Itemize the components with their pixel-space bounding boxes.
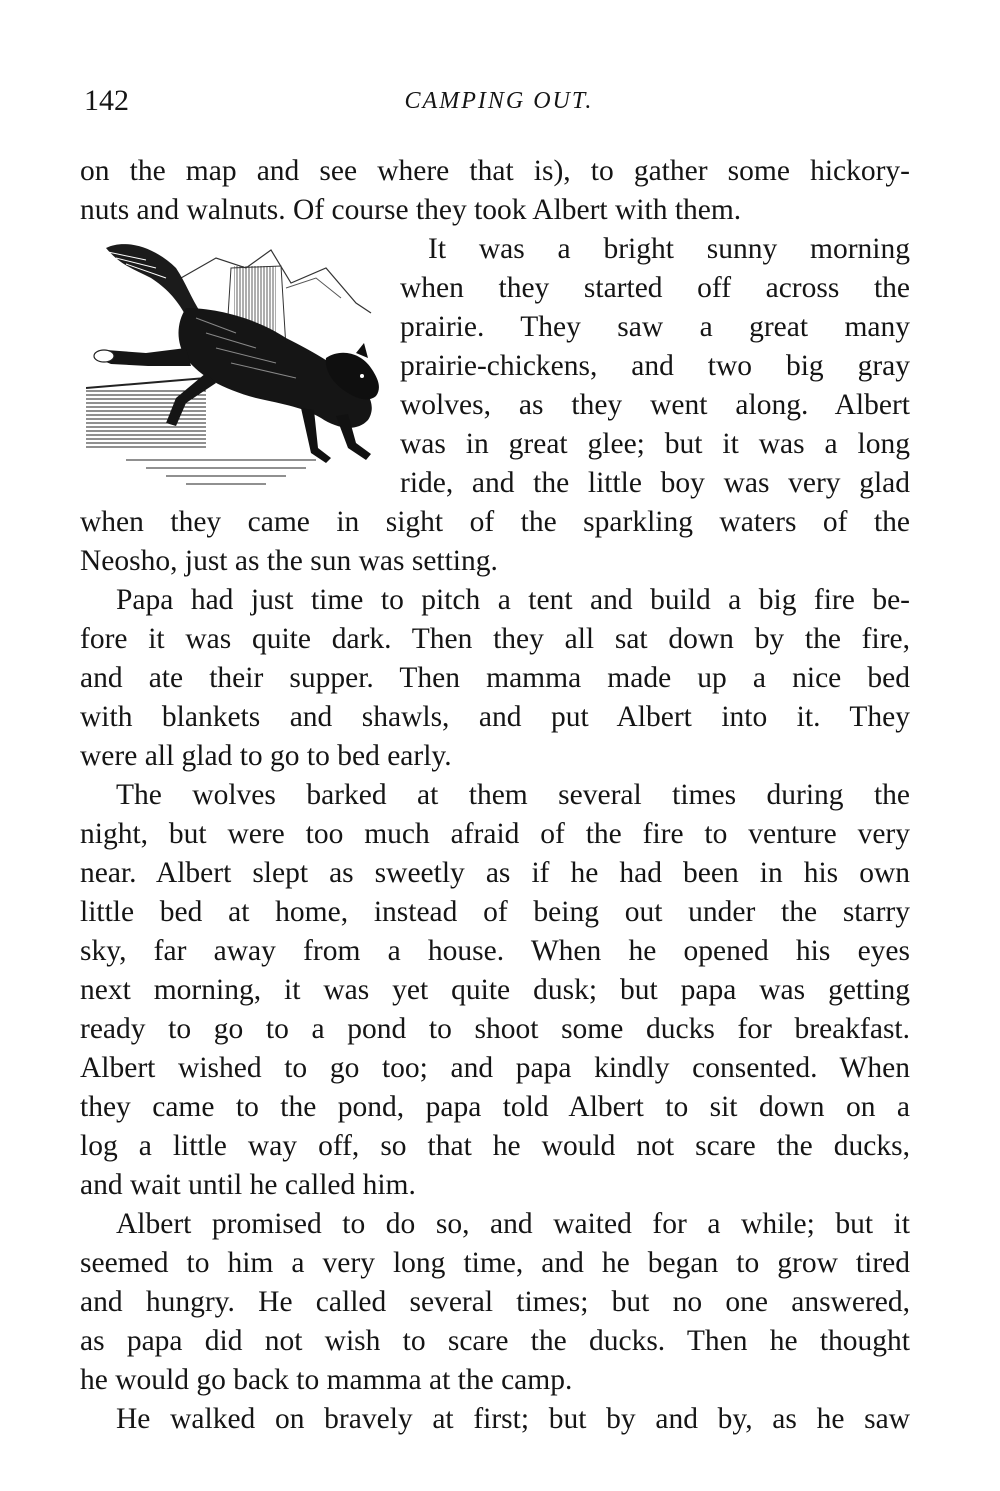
- text-line: The wolves barked at them several times during the: [116, 779, 910, 811]
- text-line: were all glad to go to bed early.: [80, 740, 452, 772]
- text-line: Neosho, just as the sun was setting.: [80, 545, 498, 577]
- text-line: near. Albert slept as sweetly as if he had been in his own: [80, 857, 910, 889]
- text-line: prairie. They saw a great many: [400, 311, 910, 343]
- text-line: and ate their supper. Then mamma made up a nice bed: [80, 662, 910, 694]
- text-line: sky, far away from a house. When he opened his eyes: [80, 935, 910, 967]
- text-line: Papa had just time to pitch a tent and build a big fire be-: [116, 584, 910, 616]
- text-line: wolves, as they went along. Albert: [400, 389, 910, 421]
- text-line: Albert wished to go too; and papa kindly consented. When: [80, 1052, 910, 1084]
- text-line: little bed at home, instead of being out under the starry: [80, 896, 910, 928]
- text-line: when they came in sight of the sparkling waters of the: [80, 506, 910, 538]
- page-number: 142: [84, 84, 129, 117]
- text-line: with blankets and shawls, and put Albert into it. They: [80, 701, 910, 733]
- text-line: He walked on bravely at first; but by and by, as he saw: [116, 1403, 910, 1435]
- text-line: was in great glee; but it was a long: [400, 428, 910, 460]
- text-line: ride, and the little boy was very glad: [400, 467, 910, 499]
- text-line: fore it was quite dark. Then they all sat down by the fire,: [80, 623, 910, 655]
- text-line: log a little way off, so that he would not scare the ducks,: [80, 1130, 910, 1162]
- text-line: ready to go to a pond to shoot some ducks for breakfast.: [80, 1013, 910, 1045]
- text-line: on the map and see where that is), to gather some hickory-: [80, 155, 910, 187]
- text-line: as papa did not wish to scare the ducks. Then he thought: [80, 1325, 910, 1357]
- page-header: [84, 84, 914, 124]
- text-line: and wait until he called him.: [80, 1169, 416, 1201]
- running-head: CAMPING OUT.: [404, 88, 594, 114]
- text-line: night, but were too much afraid of the fire to venture very: [80, 818, 910, 850]
- text-line: he would go back to mamma at the camp.: [80, 1364, 573, 1396]
- text-line: Albert promised to do so, and waited for a while; but it: [116, 1208, 910, 1240]
- body-text: [80, 152, 910, 1439]
- text-line: nuts and walnuts. Of course they took Albert with them.: [80, 194, 742, 226]
- text-line: next morning, it was yet quite dusk; but papa was getting: [80, 974, 910, 1006]
- text-line: It was a bright sunny morning: [428, 233, 910, 265]
- text-line: and hungry. He called several times; but no one answered,: [80, 1286, 910, 1318]
- text-line: they came to the pond, papa told Albert to sit down on a: [80, 1091, 910, 1123]
- text-line: prairie-chickens, and two big gray: [400, 350, 910, 382]
- text-line: when they started off across the: [400, 272, 910, 304]
- text-line: seemed to him a very long time, and he began to grow tired: [80, 1247, 910, 1279]
